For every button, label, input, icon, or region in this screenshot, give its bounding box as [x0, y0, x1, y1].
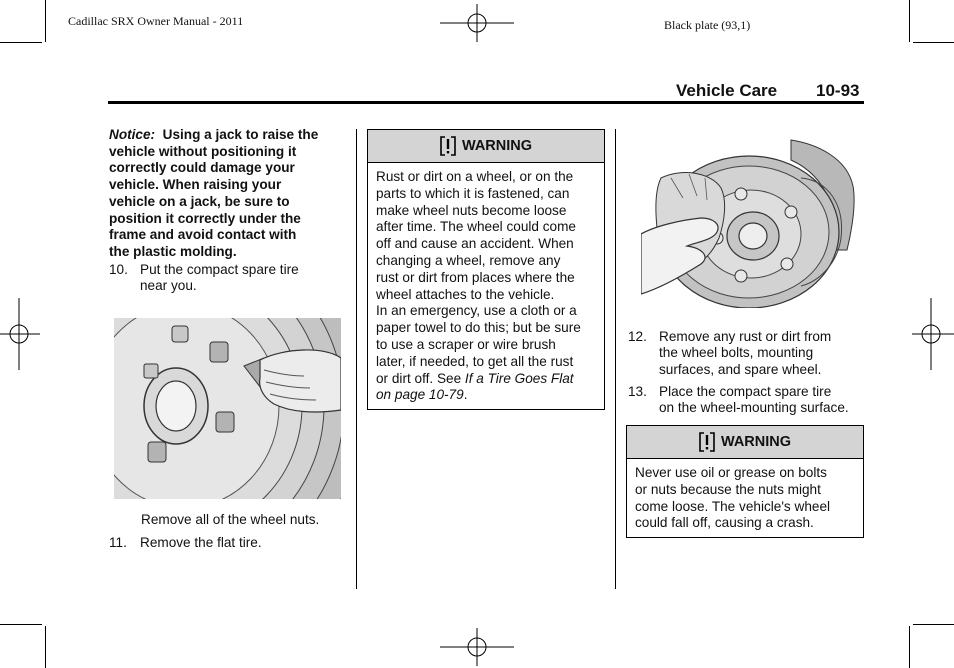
crop-mark	[45, 626, 46, 668]
warning-line: Rust or dirt on a wheel, or on the	[376, 169, 574, 184]
warning-line: or nuts because the nuts might	[635, 481, 821, 497]
step-number: 12.	[628, 329, 647, 344]
notice-line: position it correctly under the	[109, 210, 301, 226]
notice-line: frame and avoid contact with	[109, 227, 297, 243]
crop-mark	[913, 624, 954, 625]
manual-title: Cadillac SRX Owner Manual - 2011	[68, 14, 244, 28]
section-title: Vehicle Care	[676, 81, 778, 100]
warning-line: could fall off, causing a crash.	[635, 515, 814, 531]
step-line: surfaces, and spare wheel.	[659, 361, 822, 377]
page-number: 10-93	[816, 81, 860, 100]
warning-body	[368, 163, 604, 404]
warning-line: make wheel nuts become loose	[376, 202, 567, 218]
warning-title: WARNING	[461, 138, 533, 154]
warning-title: WARNING	[720, 434, 792, 450]
column-divider	[615, 129, 616, 589]
wheel-hub-cleaning-illustration	[641, 138, 857, 308]
step-number: 13.	[628, 384, 647, 399]
notice-line: correctly could damage your	[109, 160, 295, 176]
notice-label: Notice:	[109, 127, 156, 142]
warning-header	[368, 130, 604, 163]
cross-reference-page[interactable]: on page 10-79	[376, 387, 464, 403]
warning-line: off and cause an accident. When	[376, 236, 574, 252]
step-line: Place the compact spare tire	[659, 384, 832, 399]
notice-paragraph	[109, 127, 349, 261]
registration-mark-top	[440, 4, 514, 42]
notice-line: vehicle without positioning it	[109, 143, 297, 159]
wheel-nut-removal-illustration	[114, 318, 341, 499]
warning-line: on page 10-79.	[376, 387, 468, 403]
crop-mark	[0, 42, 42, 43]
step-line: on the wheel-mounting surface.	[659, 400, 849, 416]
figure-caption: Remove all of the wheel nuts.	[141, 512, 320, 527]
notice-line: Using a jack to raise the	[162, 127, 319, 142]
warning-line: or dirt off. See If a Tire Goes Flat	[376, 370, 574, 386]
column-divider	[356, 129, 357, 589]
warning-line: paper towel to do this; but be sure	[376, 320, 581, 336]
warning-line: later, if needed, to get all the rust	[376, 353, 574, 369]
warning-box	[367, 129, 605, 410]
step-line: near you.	[140, 278, 197, 294]
warning-line: after time. The wheel could come	[376, 219, 576, 235]
warning-line: to use a scraper or wire brush	[376, 336, 556, 352]
warning-icon	[699, 432, 715, 452]
warning-header	[627, 426, 863, 459]
warning-icon	[440, 136, 456, 156]
warning-box	[626, 425, 864, 538]
crop-mark	[909, 626, 910, 668]
notice-line: the plastic molding.	[109, 243, 237, 259]
step-number: 10.	[109, 262, 128, 277]
crop-mark	[909, 0, 910, 42]
step-12	[628, 329, 864, 379]
step-11	[109, 535, 349, 553]
notice-line: vehicle. When raising your	[109, 177, 282, 193]
registration-mark-right	[912, 298, 954, 370]
step-line: Remove any rust or dirt from	[659, 329, 832, 344]
warning-line: In an emergency, use a cloth or a	[376, 303, 577, 319]
step-number: 11.	[109, 535, 127, 550]
step-line: Put the compact spare tire	[140, 262, 299, 277]
warning-line: Never use oil or grease on bolts	[635, 465, 827, 480]
warning-line: wheel attaches to the vehicle.	[376, 286, 555, 302]
crop-mark	[913, 42, 954, 43]
warning-line: come loose. The vehicle's wheel	[635, 498, 831, 514]
notice-line: vehicle on a jack, be sure to	[109, 193, 290, 209]
plate-label: Black plate (93,1)	[664, 18, 751, 32]
crop-mark	[45, 0, 46, 42]
registration-mark-left	[0, 298, 40, 370]
warning-line: changing a wheel, remove any	[376, 252, 561, 268]
step-line: the wheel bolts, mounting	[659, 345, 814, 361]
crop-mark	[0, 624, 42, 625]
step-10	[109, 262, 349, 296]
step-text: Remove the flat tire.	[140, 535, 262, 550]
warning-line: parts to which it is fastened, can	[376, 185, 570, 201]
step-13	[628, 384, 864, 418]
warning-body	[627, 459, 863, 532]
header-rule	[108, 101, 864, 104]
cross-reference-link[interactable]: If a Tire Goes Flat	[464, 370, 574, 386]
warning-line: rust or dirt from places where the	[376, 269, 575, 285]
registration-mark-bottom	[440, 628, 514, 666]
